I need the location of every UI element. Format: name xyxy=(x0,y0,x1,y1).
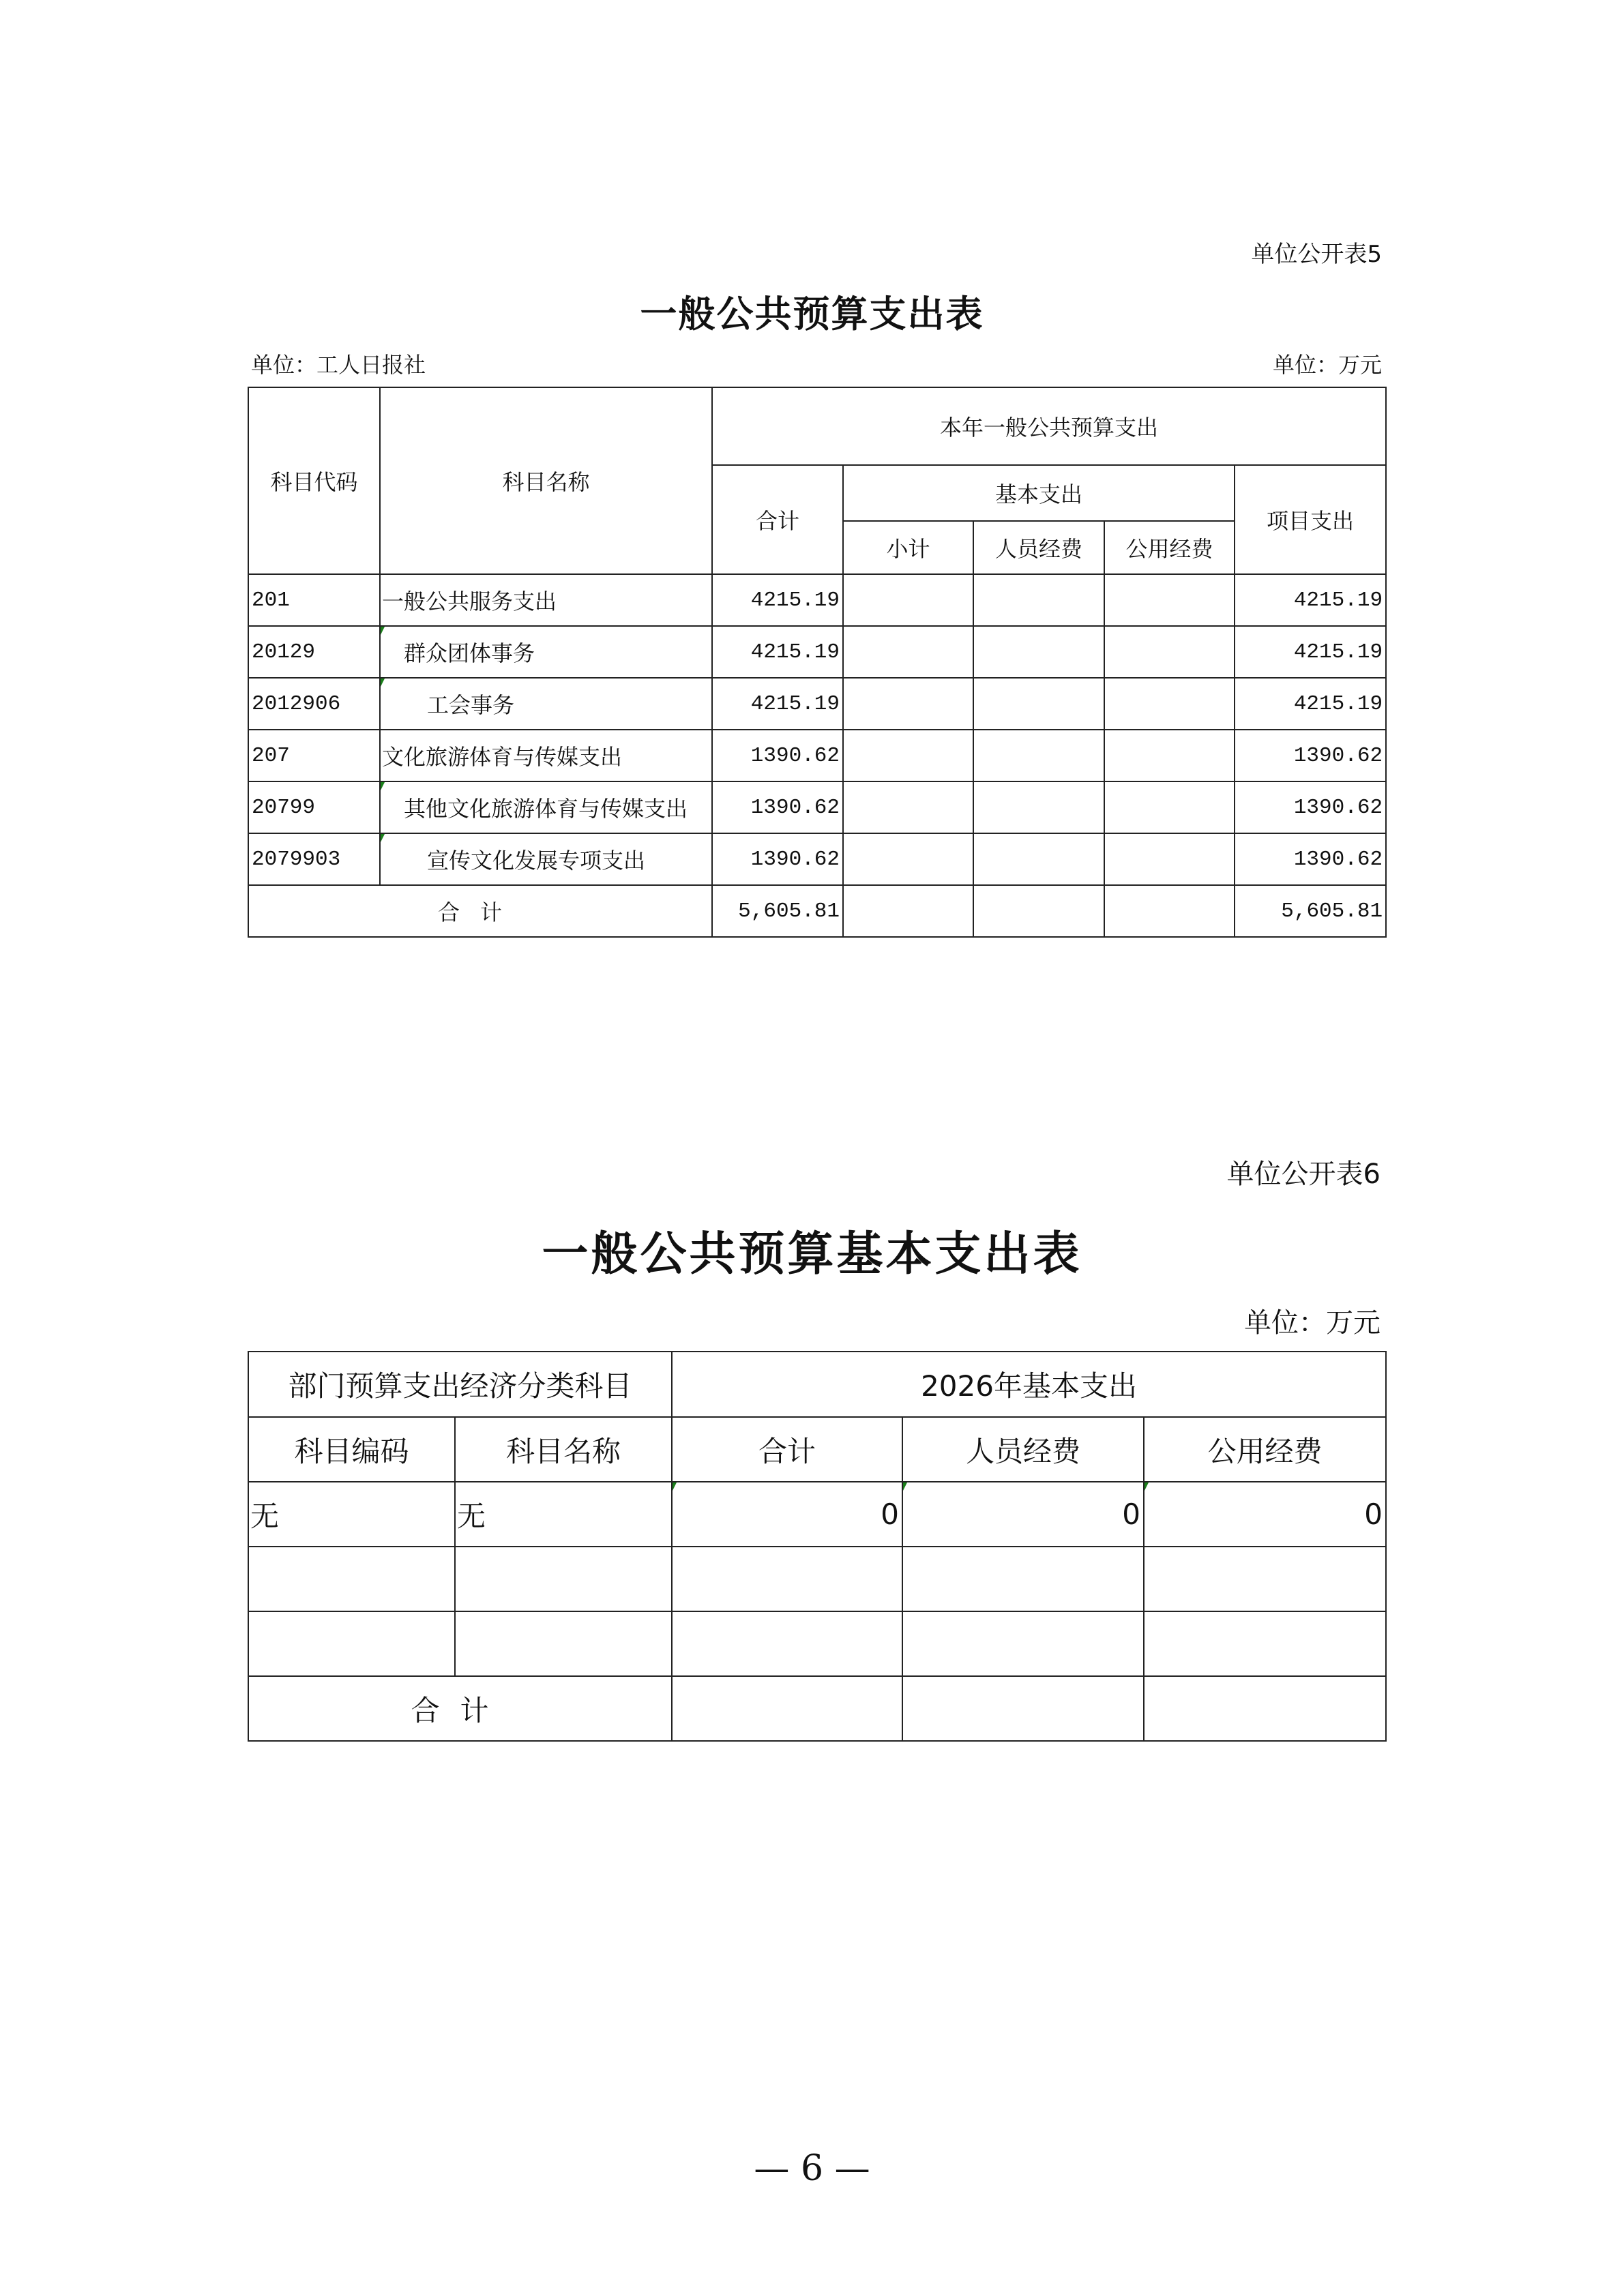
cell-total xyxy=(672,1547,902,1611)
cell-name: 无 xyxy=(455,1482,672,1547)
total-subtotal xyxy=(843,885,973,937)
cell-personnel xyxy=(973,574,1104,626)
cell-code: 207 xyxy=(248,730,380,781)
header-project: 项目支出 xyxy=(1235,465,1386,574)
total-total: 5,605.81 xyxy=(712,885,843,937)
cell-personnel xyxy=(973,833,1104,885)
header-personnel: 人员经费 xyxy=(902,1417,1144,1482)
cell-project: 4215.19 xyxy=(1235,678,1386,730)
table5-unit-currency: 单位：万元 xyxy=(1272,352,1382,378)
cell-total: 0 xyxy=(672,1482,902,1547)
cell-total xyxy=(672,1611,902,1676)
cell-total: 1390.62 xyxy=(712,730,843,781)
cell-project: 4215.19 xyxy=(1235,574,1386,626)
cell-personnel xyxy=(973,730,1104,781)
cell-personnel xyxy=(973,678,1104,730)
cell-total: 1390.62 xyxy=(712,781,843,833)
cell-name: 宣传文化发展专项支出 xyxy=(380,833,712,885)
total-project: 5,605.81 xyxy=(1235,885,1386,937)
cell-public xyxy=(1144,1611,1386,1676)
cell-personnel xyxy=(973,626,1104,678)
table-row xyxy=(248,1482,1386,1547)
table-row xyxy=(248,833,1386,885)
cell-code: 20799 xyxy=(248,781,380,833)
header-total: 合计 xyxy=(712,465,843,574)
table-row xyxy=(248,730,1386,781)
cell-personnel xyxy=(973,781,1104,833)
cell-code xyxy=(248,1547,455,1611)
total-personnel xyxy=(973,885,1104,937)
cell-code: 无 xyxy=(248,1482,455,1547)
header-code: 科目编码 xyxy=(248,1417,455,1482)
total-public xyxy=(1104,885,1235,937)
header-group: 本年一般公共预算支出 xyxy=(712,387,1386,465)
general-budget-expenditure-table xyxy=(248,387,1387,938)
cell-name: 一般公共服务支出 xyxy=(380,574,712,626)
table-row xyxy=(248,678,1386,730)
total-label: 合计 xyxy=(248,1676,672,1741)
cell-project: 4215.19 xyxy=(1235,626,1386,678)
form-number-6: 单位公开表6 xyxy=(1226,1159,1381,1190)
cell-total: 4215.19 xyxy=(712,574,843,626)
total-label: 合计 xyxy=(248,885,712,937)
cell-name: 工会事务 xyxy=(380,678,712,730)
cell-personnel xyxy=(902,1611,1144,1676)
table5-title: 一般公共预算支出表 xyxy=(640,293,984,336)
cell-public xyxy=(1104,833,1235,885)
header-total: 合计 xyxy=(672,1417,902,1482)
cell-name xyxy=(455,1611,672,1676)
total-row xyxy=(248,885,1386,937)
cell-project: 1390.62 xyxy=(1235,730,1386,781)
total-total xyxy=(672,1676,902,1741)
header-econ-class: 部门预算支出经济分类科目 xyxy=(248,1352,672,1417)
cell-personnel xyxy=(902,1547,1144,1611)
cell-public xyxy=(1104,730,1235,781)
cell-name: 文化旅游体育与传媒支出 xyxy=(380,730,712,781)
total-row xyxy=(248,1676,1386,1741)
header-name: 科目名称 xyxy=(380,387,712,574)
cell-project: 1390.62 xyxy=(1235,833,1386,885)
cell-name: 群众团体事务 xyxy=(380,626,712,678)
cell-subtotal xyxy=(843,574,973,626)
cell-subtotal xyxy=(843,626,973,678)
cell-subtotal xyxy=(843,678,973,730)
table-row xyxy=(248,1611,1386,1676)
form-number-5: 单位公开表5 xyxy=(1251,241,1382,268)
cell-project: 1390.62 xyxy=(1235,781,1386,833)
cell-code: 2012906 xyxy=(248,678,380,730)
cell-code xyxy=(248,1611,455,1676)
total-public xyxy=(1144,1676,1386,1741)
table-row xyxy=(248,1547,1386,1611)
header-personnel: 人员经费 xyxy=(973,521,1104,574)
cell-code: 20129 xyxy=(248,626,380,678)
cell-total: 1390.62 xyxy=(712,833,843,885)
total-personnel xyxy=(902,1676,1144,1741)
cell-public xyxy=(1104,626,1235,678)
general-budget-basic-expenditure-table xyxy=(248,1351,1387,1742)
header-code: 科目代码 xyxy=(248,387,380,574)
cell-code: 201 xyxy=(248,574,380,626)
cell-total: 4215.19 xyxy=(712,626,843,678)
cell-subtotal xyxy=(843,781,973,833)
cell-public: 0 xyxy=(1144,1482,1386,1547)
cell-public xyxy=(1144,1547,1386,1611)
cell-personnel: 0 xyxy=(902,1482,1144,1547)
cell-subtotal xyxy=(843,833,973,885)
table-row xyxy=(248,626,1386,678)
header-year-basic: 2026年基本支出 xyxy=(672,1352,1386,1417)
header-name: 科目名称 xyxy=(455,1417,672,1482)
cell-name xyxy=(455,1547,672,1611)
table-row xyxy=(248,781,1386,833)
table-row xyxy=(248,574,1386,626)
header-public: 公用经费 xyxy=(1144,1417,1386,1482)
cell-code: 2079903 xyxy=(248,833,380,885)
cell-public xyxy=(1104,678,1235,730)
table5-unit-org: 单位：工人日报社 xyxy=(251,352,426,378)
page-number: — 6 — xyxy=(754,2148,870,2189)
header-subtotal: 小计 xyxy=(843,521,973,574)
header-basic: 基本支出 xyxy=(843,465,1235,521)
cell-public xyxy=(1104,574,1235,626)
cell-subtotal xyxy=(843,730,973,781)
cell-total: 4215.19 xyxy=(712,678,843,730)
cell-name: 其他文化旅游体育与传媒支出 xyxy=(380,781,712,833)
table6-unit-currency: 单位：万元 xyxy=(1244,1307,1381,1339)
cell-public xyxy=(1104,781,1235,833)
header-public: 公用经费 xyxy=(1104,521,1235,574)
table6-title: 一般公共预算基本支出表 xyxy=(542,1227,1082,1281)
